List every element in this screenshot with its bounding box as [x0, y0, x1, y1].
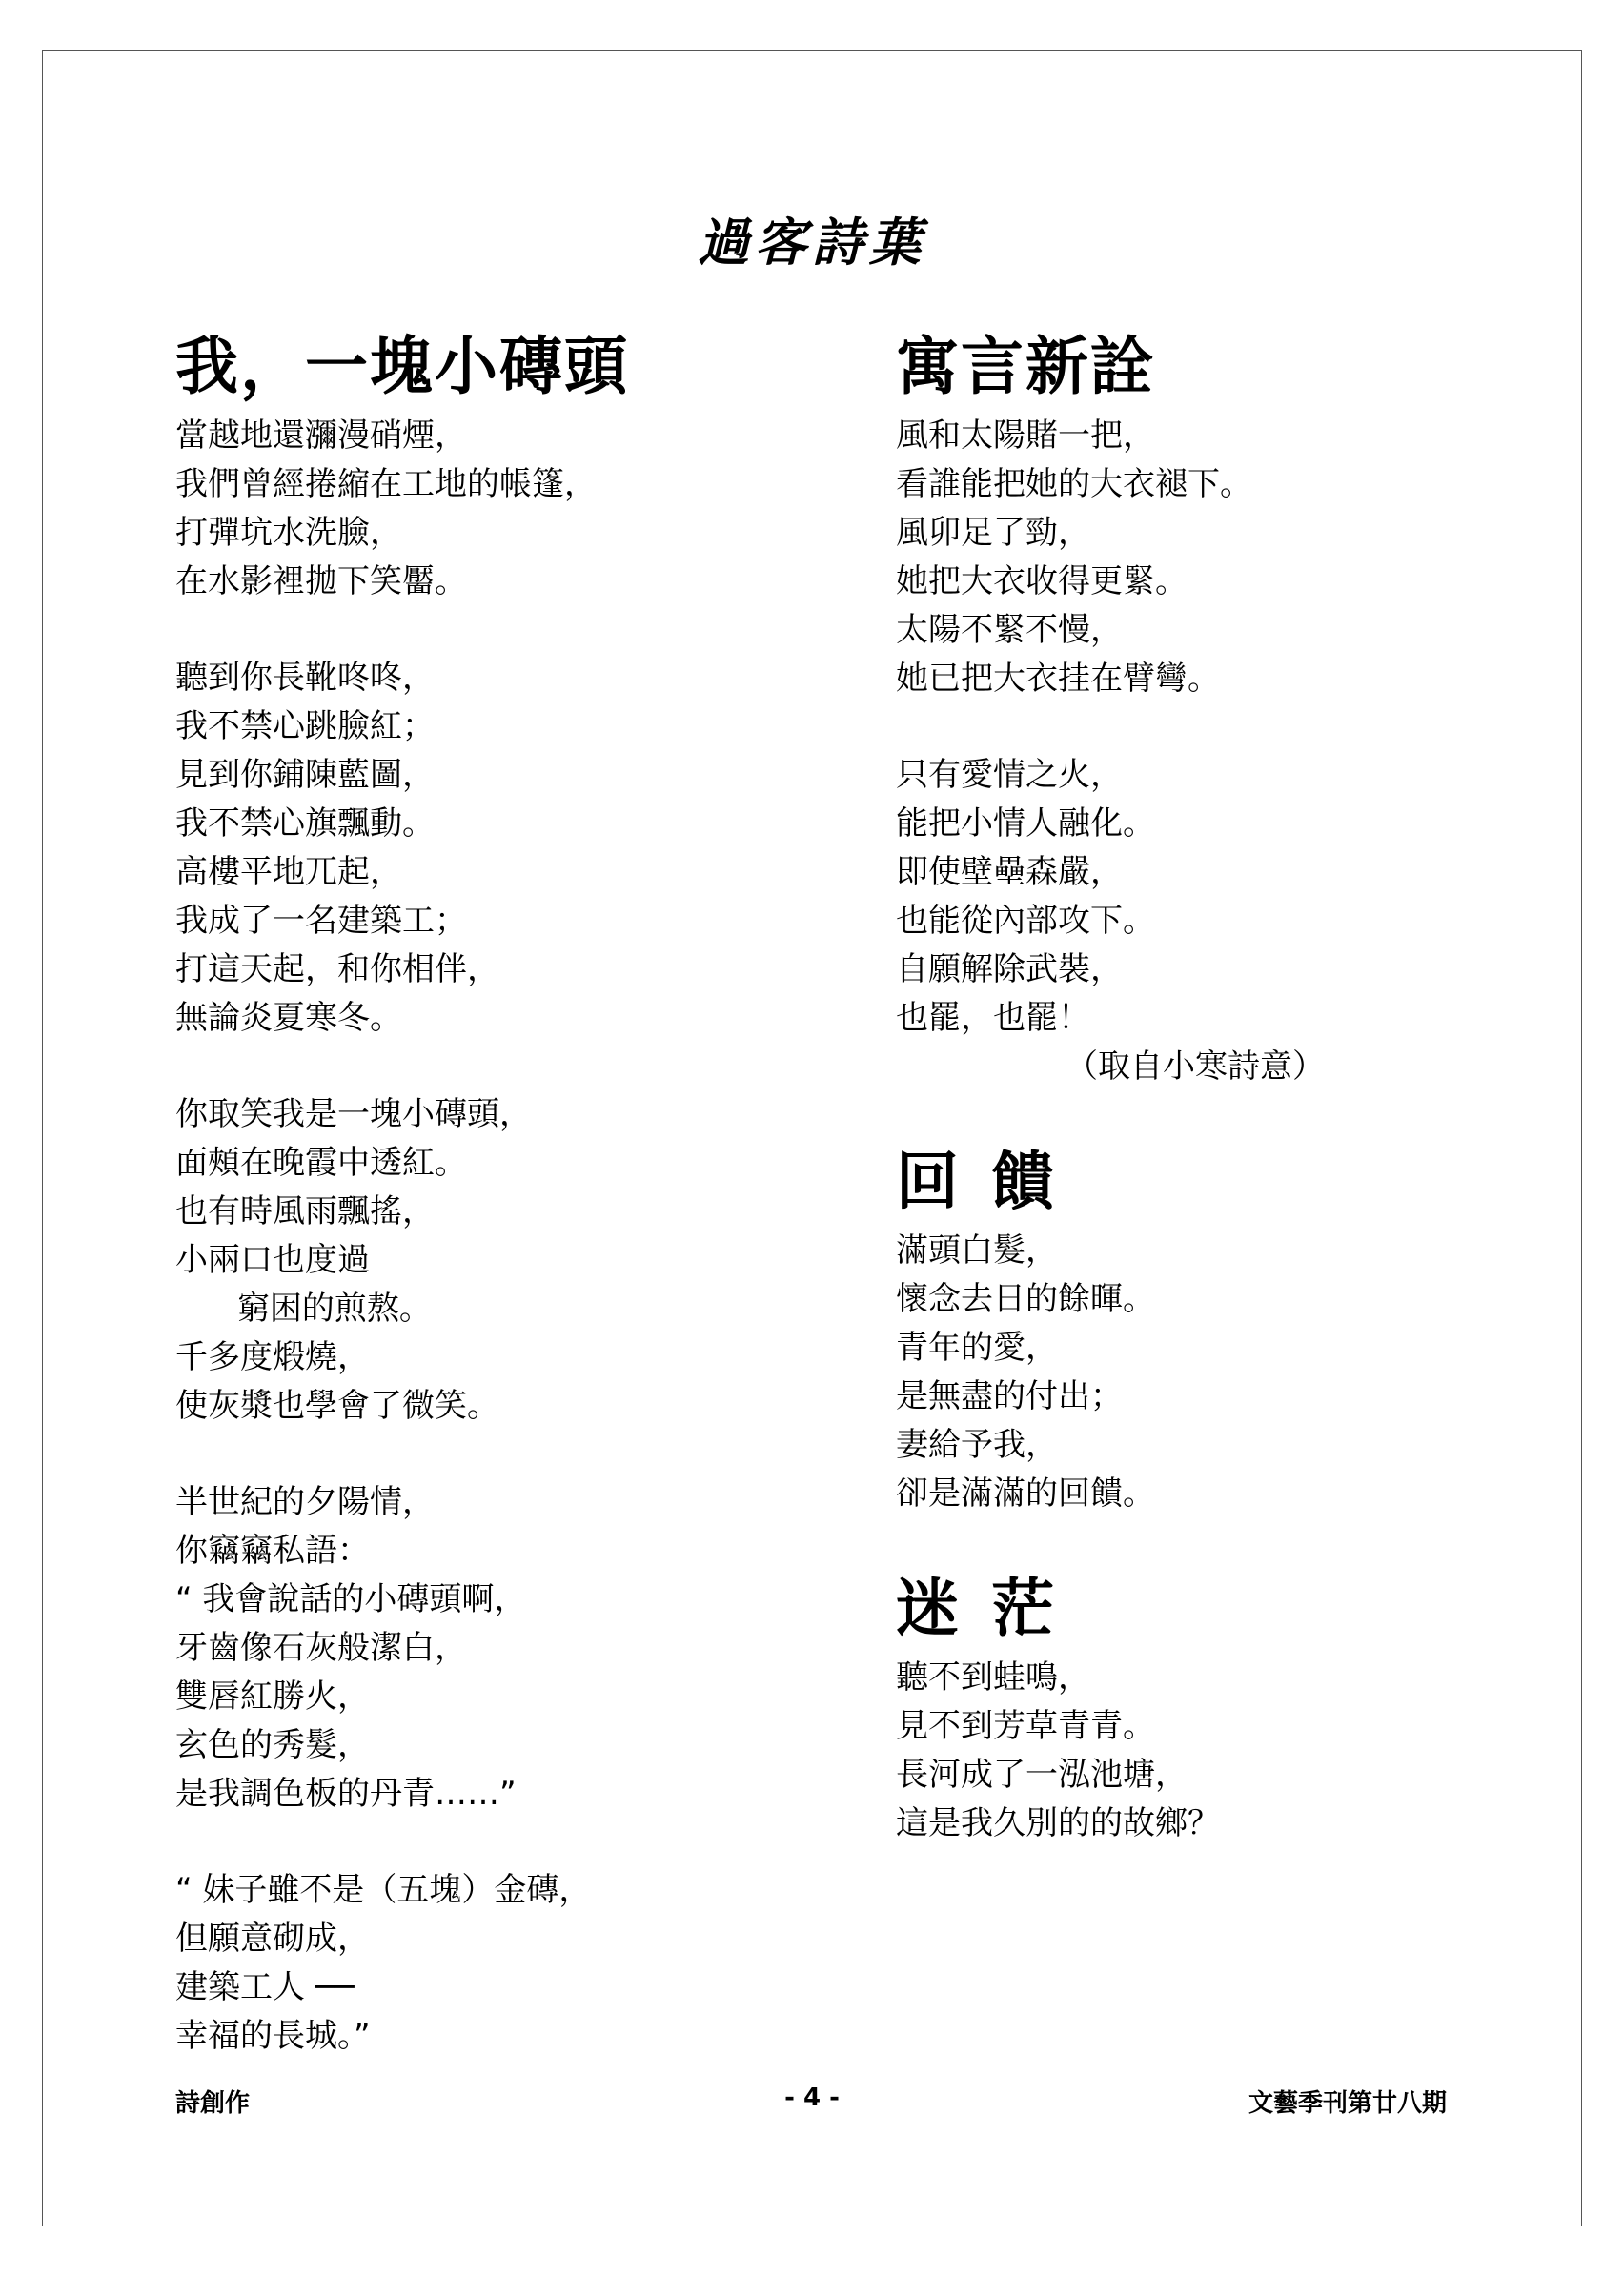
poem-line: 也有時風雨飄搖，: [175, 1192, 435, 1230]
poem-line: 也能從內部攻下。: [896, 902, 1155, 940]
poem-line: 是我調色板的丹青……”: [175, 1775, 517, 1813]
poem-body-confusion: [896, 1654, 1468, 1848]
left-column: [175, 324, 862, 2108]
poem-line: 面頰在晚霞中透紅。: [175, 1144, 467, 1182]
poem-line: “ 我會說話的小磚頭啊，: [175, 1580, 527, 1618]
poem-line: 長河成了一泓池塘，: [896, 1756, 1188, 1794]
poem-line: 半世紀的夕陽情，: [175, 1483, 435, 1521]
poem-line: 見不到芳草青青。: [896, 1707, 1155, 1745]
poem-line: 即使壁壘森嚴，: [896, 853, 1123, 891]
poem-line: 也罷，也罷！: [896, 999, 1090, 1037]
poem-line: 妻給予我，: [896, 1426, 1058, 1464]
poem-line: 我不禁心旗飄動。: [175, 804, 435, 843]
spacer: [896, 1091, 1468, 1139]
poem-line: 你竊竊私語：: [175, 1532, 370, 1570]
poem-line: 風卯足了勁，: [896, 514, 1090, 552]
poem-body-brick: [175, 412, 862, 2061]
poem-title-fable: 寓言新詮: [896, 329, 1155, 403]
right-column: [896, 324, 1468, 1896]
poem-line: 懷念去日的餘暉。: [896, 1280, 1155, 1318]
poem-line: 聽到你長靴咚咚，: [175, 659, 435, 697]
poem-line: 無論炎夏寒冬。: [175, 999, 402, 1037]
stanza: [896, 412, 1468, 703]
poem-line: 打這天起，和你相伴，: [175, 950, 499, 988]
poem-line: 這是我久別的的故鄉？: [896, 1804, 1220, 1842]
poem-line: 你取笑我是一塊小磚頭，: [175, 1095, 532, 1133]
poem-title-confusion: 迷茫: [896, 1571, 1086, 1645]
poem-line: 高樓平地兀起，: [175, 853, 402, 891]
poem-line: 風和太陽賭一把，: [896, 417, 1155, 455]
poem-line: 雙唇紅勝火，: [175, 1677, 370, 1716]
poem-line: 我們曾經捲縮在工地的帳篷，: [175, 465, 597, 503]
poem-line: 打彈坑水洗臉，: [175, 514, 402, 552]
poem-line: 但願意砌成，: [175, 1920, 370, 1958]
poem-line: 青年的愛，: [896, 1329, 1058, 1367]
stanza: [175, 1478, 862, 1819]
poem-line: 千多度煅燒，: [175, 1338, 370, 1376]
footer-publication: 文藝季刊第廿八期: [1248, 2089, 1447, 2118]
footer-section-label: 詩創作: [175, 2089, 251, 2118]
poem-line: 我成了一名建築工；: [175, 902, 467, 940]
poem-line: 建築工人 ──: [175, 1968, 355, 2006]
poem-line: 我不禁心跳臉紅；: [175, 707, 435, 745]
poem-line: 是無盡的付出；: [896, 1377, 1123, 1415]
stanza: [175, 1090, 862, 1431]
poem-title-feedback: 回饋: [896, 1144, 1086, 1218]
stanza: [896, 751, 1468, 1043]
poem-line: 卻是滿滿的回饋。: [896, 1474, 1155, 1513]
poem-line: 見到你鋪陳藍圖，: [175, 756, 435, 794]
poem-body-fable: [896, 412, 1468, 1043]
poem-line: “ 妹子雖不是（五塊）金磚，: [175, 1871, 592, 1909]
poem-line: 自願解除武裝，: [896, 950, 1123, 988]
poem-line: 幸福的長城。”: [175, 2017, 371, 2055]
poem-line: 能把小情人融化。: [896, 804, 1155, 843]
poem-line: 只有愛情之火，: [896, 756, 1123, 794]
poem-line: 她已把大衣挂在臂彎。: [896, 660, 1220, 698]
stanza: [175, 654, 862, 1043]
poem-line: 她把大衣收得更緊。: [896, 562, 1188, 600]
poem-attribution: （取自小寒詩意）: [1066, 1047, 1325, 1086]
page-title: 過客詩葉: [698, 212, 926, 273]
poem-line: 看誰能把她的大衣褪下。: [896, 465, 1252, 503]
footer-page-number: - 4 -: [784, 2084, 840, 2112]
poem-line: 聽不到蛙鳴，: [896, 1658, 1090, 1697]
poem-line: 小兩口也度過: [175, 1241, 370, 1279]
stanza: [175, 1866, 862, 2061]
poem-line: 窮困的煎熬。: [175, 1290, 432, 1328]
stanza: [175, 412, 862, 606]
poem-line: 在水影裡拋下笑靨。: [175, 562, 467, 600]
poem-line: 太陽不緊不慢，: [896, 611, 1123, 649]
poem-line: 牙齒像石灰般潔白，: [175, 1629, 467, 1667]
poem-line: 使灰漿也學會了微笑。: [175, 1387, 499, 1425]
poem-line: 滿頭白髮，: [896, 1231, 1058, 1270]
poem-line: 當越地還瀰漫硝煙，: [175, 417, 467, 455]
poem-line: 玄色的秀髮，: [175, 1726, 370, 1764]
poem-title-brick: 我，一塊小磚頭: [175, 329, 629, 403]
poem-body-feedback: [896, 1227, 1468, 1518]
